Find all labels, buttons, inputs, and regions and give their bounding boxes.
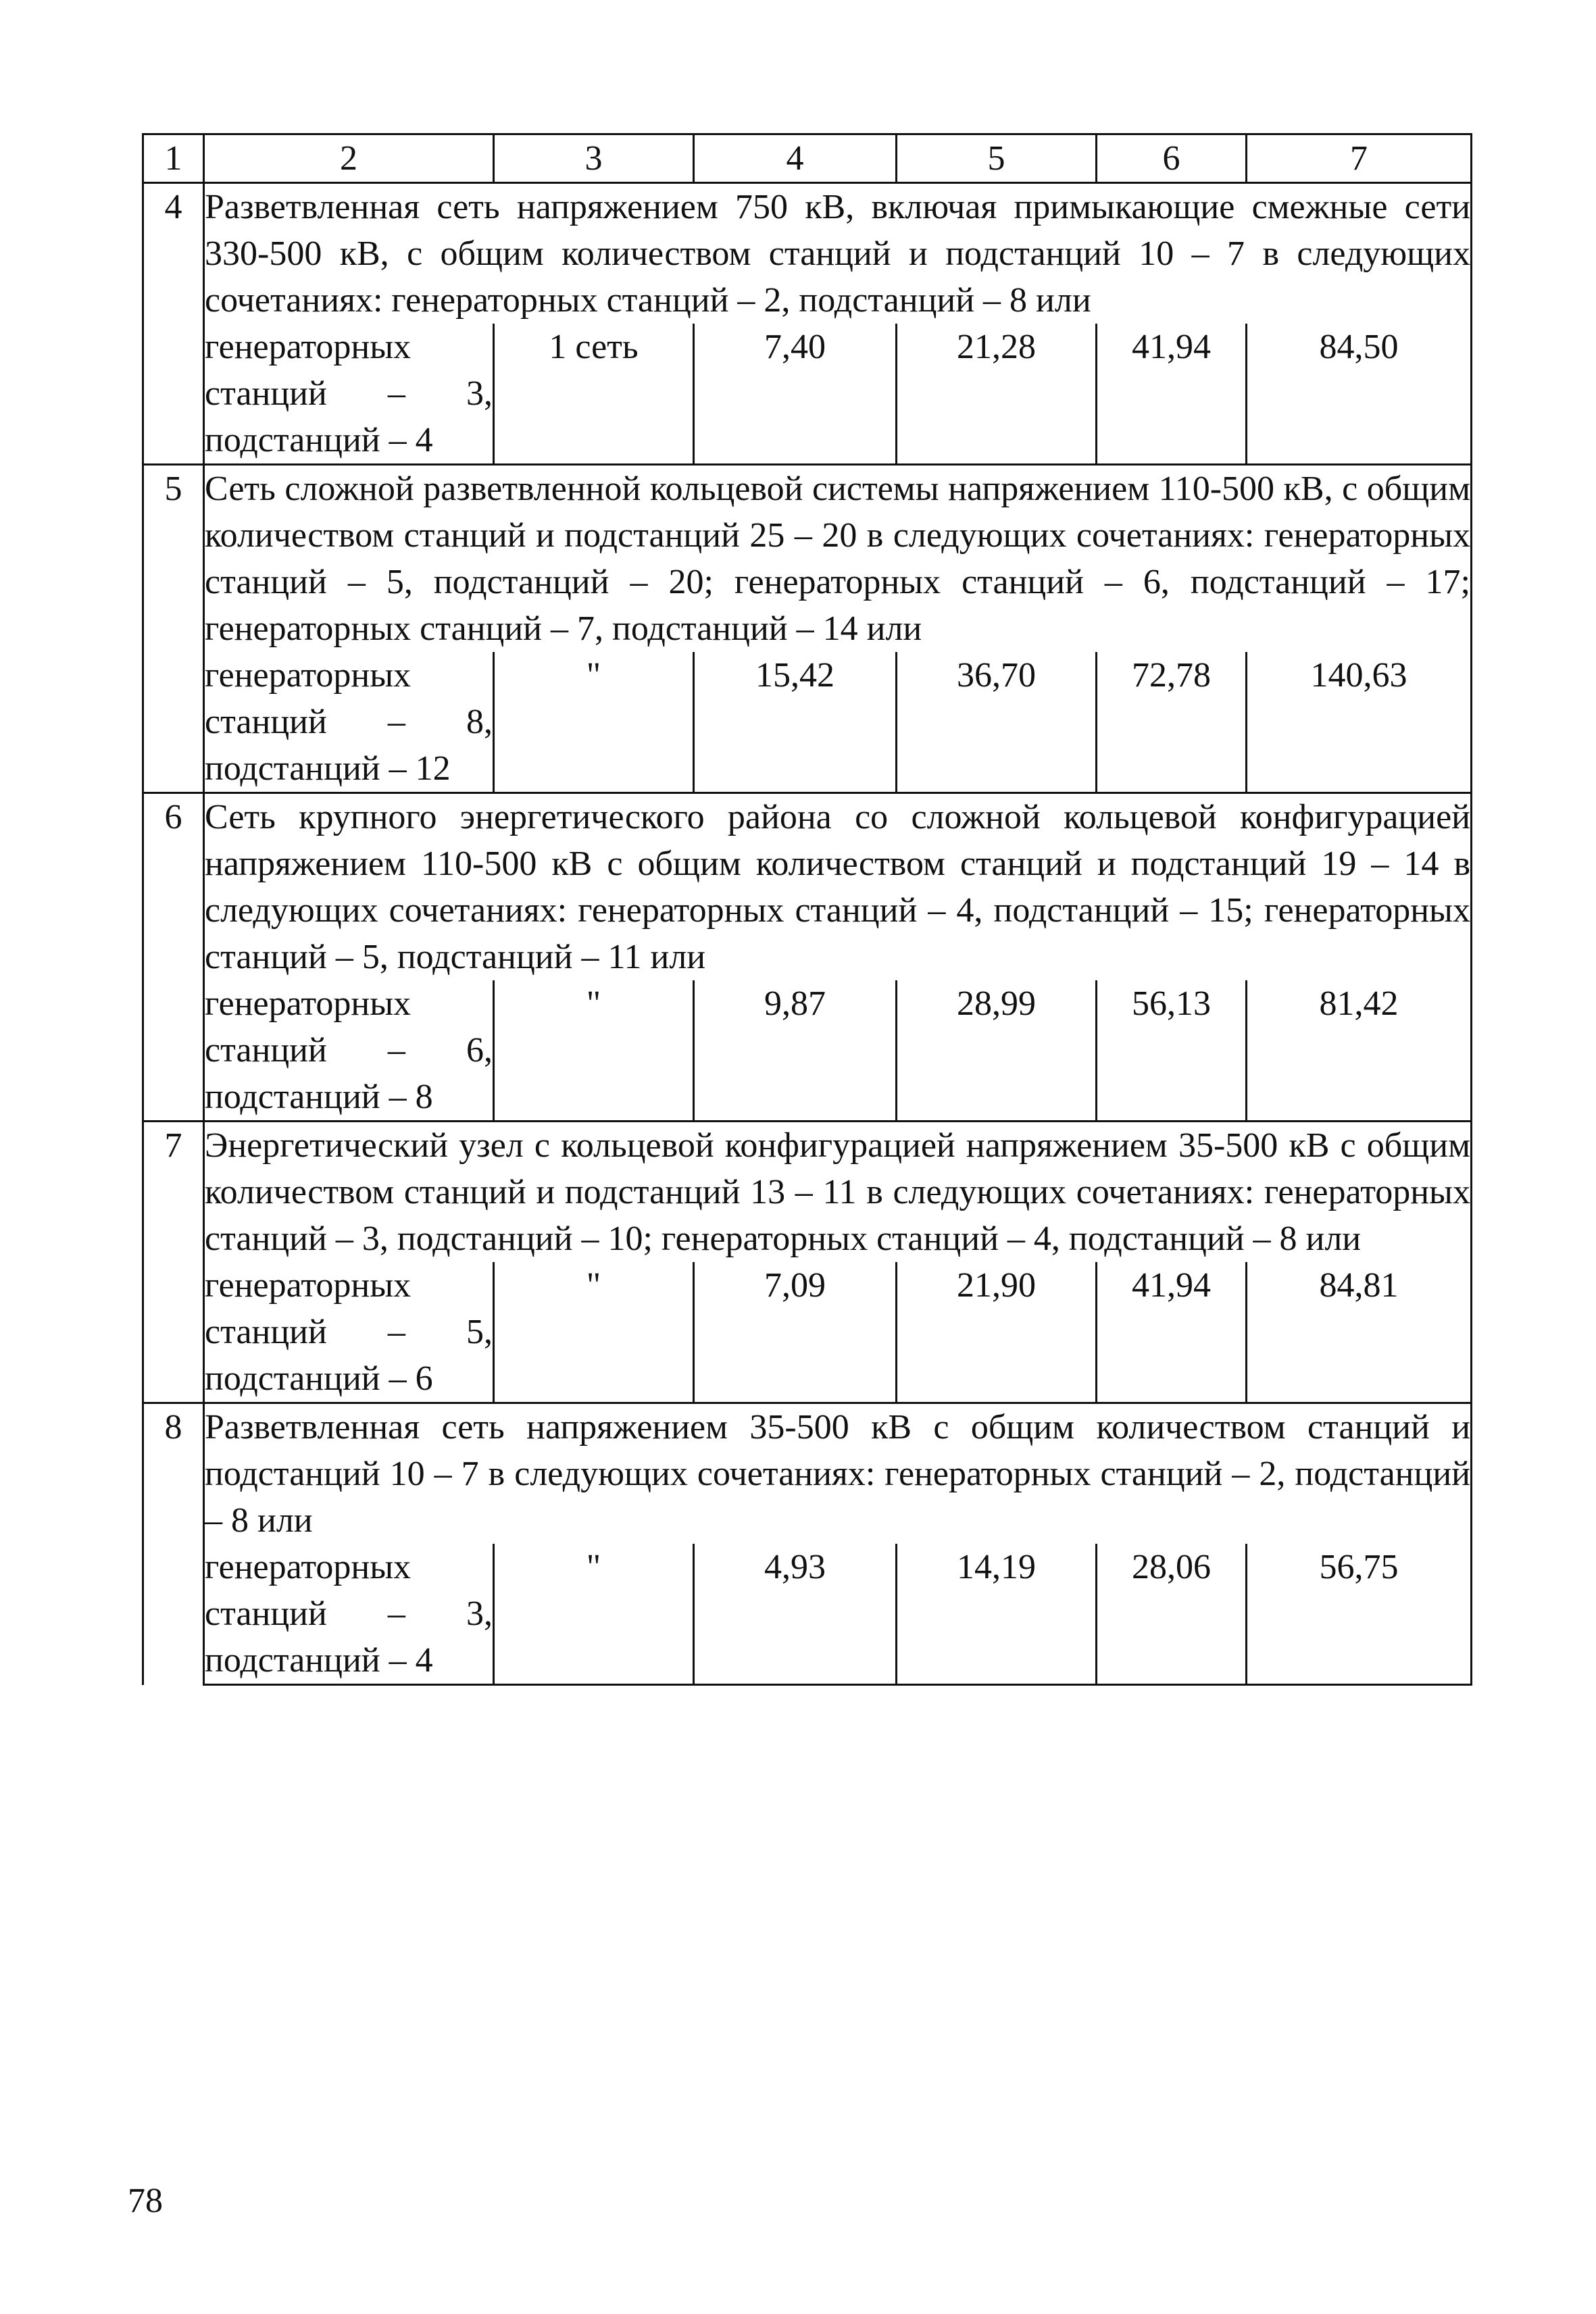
row-value-col6: 72,78 — [1097, 652, 1247, 793]
row-name — [204, 1262, 494, 1403]
row-number: 6 — [143, 793, 204, 1122]
row-value-col6: 41,94 — [1097, 324, 1247, 465]
row-unit: 1 сеть — [494, 324, 694, 465]
row-name — [204, 324, 494, 465]
table-row — [143, 324, 1472, 465]
header-col-6: 6 — [1097, 134, 1247, 183]
header-col-2: 2 — [204, 134, 494, 183]
name-line-1: генераторных — [205, 984, 412, 1023]
row-number: 8 — [143, 1403, 204, 1685]
name-line-2: станций – 8, — [205, 703, 493, 741]
header-col-3: 3 — [494, 134, 694, 183]
table-row — [143, 1122, 1472, 1263]
row-name — [204, 652, 494, 793]
row-value-col7: 140,63 — [1247, 652, 1472, 793]
name-line-2: станций – 6, — [205, 1031, 493, 1070]
name-line-3: подстанций – 12 — [205, 749, 451, 788]
name-line-1: генераторных — [205, 328, 412, 366]
row-name — [204, 1544, 494, 1685]
row-description: Разветвленная сеть напряжением 750 кВ, включая примыкающие смежные сети 330-500 кВ, с общим количеством станций и подстанций 10 – 7 в следующих сочетаниях: генераторных станций – 2, подстанций – 8 или — [204, 183, 1472, 324]
row-value-col5: 21,90 — [897, 1262, 1097, 1403]
name-line-1: генераторных — [205, 1548, 412, 1586]
table-row — [143, 1262, 1472, 1403]
header-col-5: 5 — [897, 134, 1097, 183]
row-description: Сеть крупного энергетического района со сложной кольцевой конфигурацией напряжением 110-500 кВ с общим количеством станций и подстанций 19 – 14 в следующих сочетаниях: генераторных станций – 4, подстанций – 15; генераторных станций – 5, подстанций – 11 или — [204, 793, 1472, 981]
header-col-4: 4 — [694, 134, 897, 183]
table-row — [143, 1403, 1472, 1544]
table-row — [143, 465, 1472, 653]
header-row — [143, 134, 1472, 183]
row-number: 7 — [143, 1122, 204, 1403]
name-line-3: подстанций – 6 — [205, 1359, 433, 1398]
row-value-col6: 56,13 — [1097, 980, 1247, 1122]
row-description: Сеть сложной разветвленной кольцевой системы напряжением 110-500 кВ, с общим количеством станций и подстанций 25 – 20 в следующих сочетаниях: генераторных станций – 5, подстанций – 20; генераторных станций – 6, подстанций – 17; генераторных станций – 7, подстанций – 14 или — [204, 465, 1472, 653]
row-number: 5 — [143, 465, 204, 793]
row-value-col5: 28,99 — [897, 980, 1097, 1122]
row-unit: " — [494, 980, 694, 1122]
row-unit: " — [494, 1262, 694, 1403]
row-name — [204, 980, 494, 1122]
name-line-3: подстанций – 4 — [205, 421, 433, 459]
row-value-col7: 84,50 — [1247, 324, 1472, 465]
row-value-col5: 36,70 — [897, 652, 1097, 793]
name-line-1: генераторных — [205, 656, 412, 695]
row-value-col4: 9,87 — [694, 980, 897, 1122]
row-value-col5: 21,28 — [897, 324, 1097, 465]
name-line-1: генераторных — [205, 1266, 412, 1305]
row-value-col7: 81,42 — [1247, 980, 1472, 1122]
row-value-col7: 56,75 — [1247, 1544, 1472, 1685]
name-line-2: станций – 5, — [205, 1313, 493, 1351]
name-line-2: станций – 3, — [205, 374, 493, 413]
row-description: Разветвленная сеть напряжением 35-500 кВ с общим количеством станций и подстанций 10 – 7 в следующих сочетаниях: генераторных станций – 2, подстанций – 8 или — [204, 1403, 1472, 1544]
row-value-col4: 15,42 — [694, 652, 897, 793]
row-value-col7: 84,81 — [1247, 1262, 1472, 1403]
name-line-3: подстанций – 8 — [205, 1078, 433, 1116]
table-row — [143, 652, 1472, 793]
header-col-1: 1 — [143, 134, 204, 183]
header-col-7: 7 — [1247, 134, 1472, 183]
row-value-col4: 4,93 — [694, 1544, 897, 1685]
name-line-2: станций – 3, — [205, 1594, 493, 1633]
table-row — [143, 183, 1472, 324]
row-value-col6: 41,94 — [1097, 1262, 1247, 1403]
page-number: 78 — [128, 2182, 163, 2220]
table-row — [143, 793, 1472, 981]
table-row — [143, 1544, 1472, 1685]
row-value-col4: 7,40 — [694, 324, 897, 465]
row-description: Энергетический узел с кольцевой конфигурацией напряжением 35-500 кВ с общим количеством станций и подстанций 13 – 11 в следующих сочетаниях: генераторных станций – 3, подстанций – 10; генераторных станций – 4, подстанций – 8 или — [204, 1122, 1472, 1263]
row-value-col4: 7,09 — [694, 1262, 897, 1403]
row-unit: " — [494, 1544, 694, 1685]
row-value-col5: 14,19 — [897, 1544, 1097, 1685]
pricing-table — [142, 133, 1472, 1686]
row-unit: " — [494, 652, 694, 793]
row-value-col6: 28,06 — [1097, 1544, 1247, 1685]
name-line-3: подстанций – 4 — [205, 1641, 433, 1680]
table-row — [143, 980, 1472, 1122]
row-number: 4 — [143, 183, 204, 465]
